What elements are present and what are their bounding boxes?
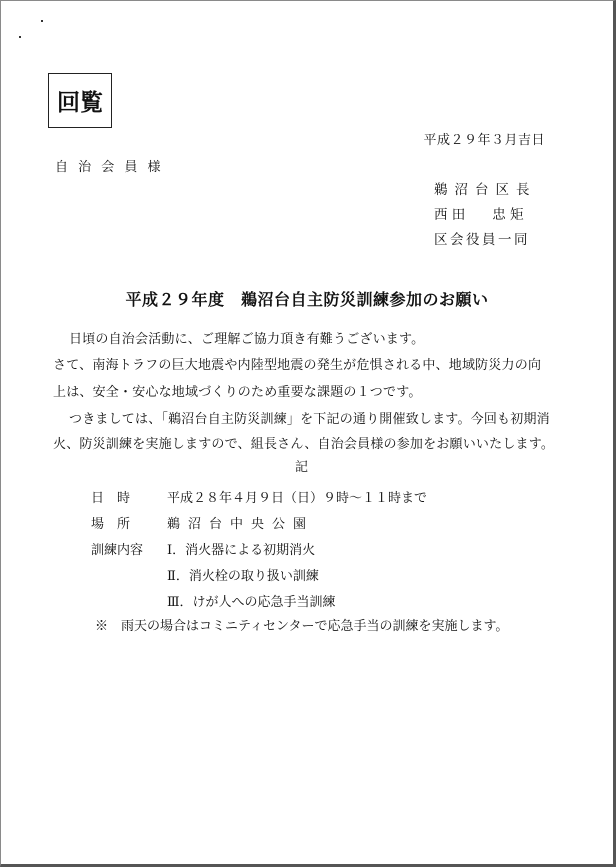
body-paragraph-line: さて、南海トラフの巨大地震や内陸型地震の発生が危惧される中、地域防災力の向 — [53, 358, 542, 373]
training-label: 訓練内容 — [91, 543, 144, 558]
issue-date: 平成２９年３月吉日 — [423, 133, 545, 148]
datetime-label: 日 時 — [91, 491, 131, 506]
training-item: Ⅲ．けが人への応急手当訓練 — [167, 595, 336, 610]
ki-heading: 記 — [295, 460, 309, 475]
sender-officers: 区会役員一同 — [434, 232, 530, 248]
place-label: 場 所 — [91, 517, 131, 532]
recipient: 自 治 会 員 様 — [55, 160, 164, 175]
body-paragraph-line: 火、防災訓練を実施しますので、組長さん、自治会員様の参加をお願いいたします。 — [53, 437, 555, 452]
place-value: 鵜沼台中央公園 — [167, 517, 315, 532]
rain-note: ※ 雨天の場合はコミニティセンターで応急手当の訓練を実施します。 — [95, 619, 509, 634]
document-title: 平成２９年度 鵜沼台自主防災訓練参加のお願い — [125, 290, 489, 309]
training-item: Ⅰ．消火器による初期消火 — [167, 543, 316, 558]
scan-speck — [41, 20, 43, 22]
training-item: Ⅱ．消火栓の取り扱い訓練 — [167, 569, 319, 584]
scan-speck — [19, 36, 21, 38]
sender-name: 西 田 忠 矩 — [434, 207, 524, 223]
body-paragraph-line: 日頃の自治会活動に、ご理解ご協力頂き有難うございます。 — [69, 332, 425, 347]
body-paragraph-line: 上は、安全・安心な地域づくりのため重要な課題の１つです。 — [53, 385, 422, 400]
sender-district-head: 鵜沼台区長 — [434, 182, 537, 198]
body-paragraph-line: つきましては、「鵜沼台自主防災訓練」を下記の通り開催致します。今回も初期消 — [69, 412, 550, 427]
circulation-stamp: 回覧 — [48, 73, 112, 128]
datetime-value: 平成２８年４月９日（日）９時～１１時まで — [167, 491, 428, 506]
